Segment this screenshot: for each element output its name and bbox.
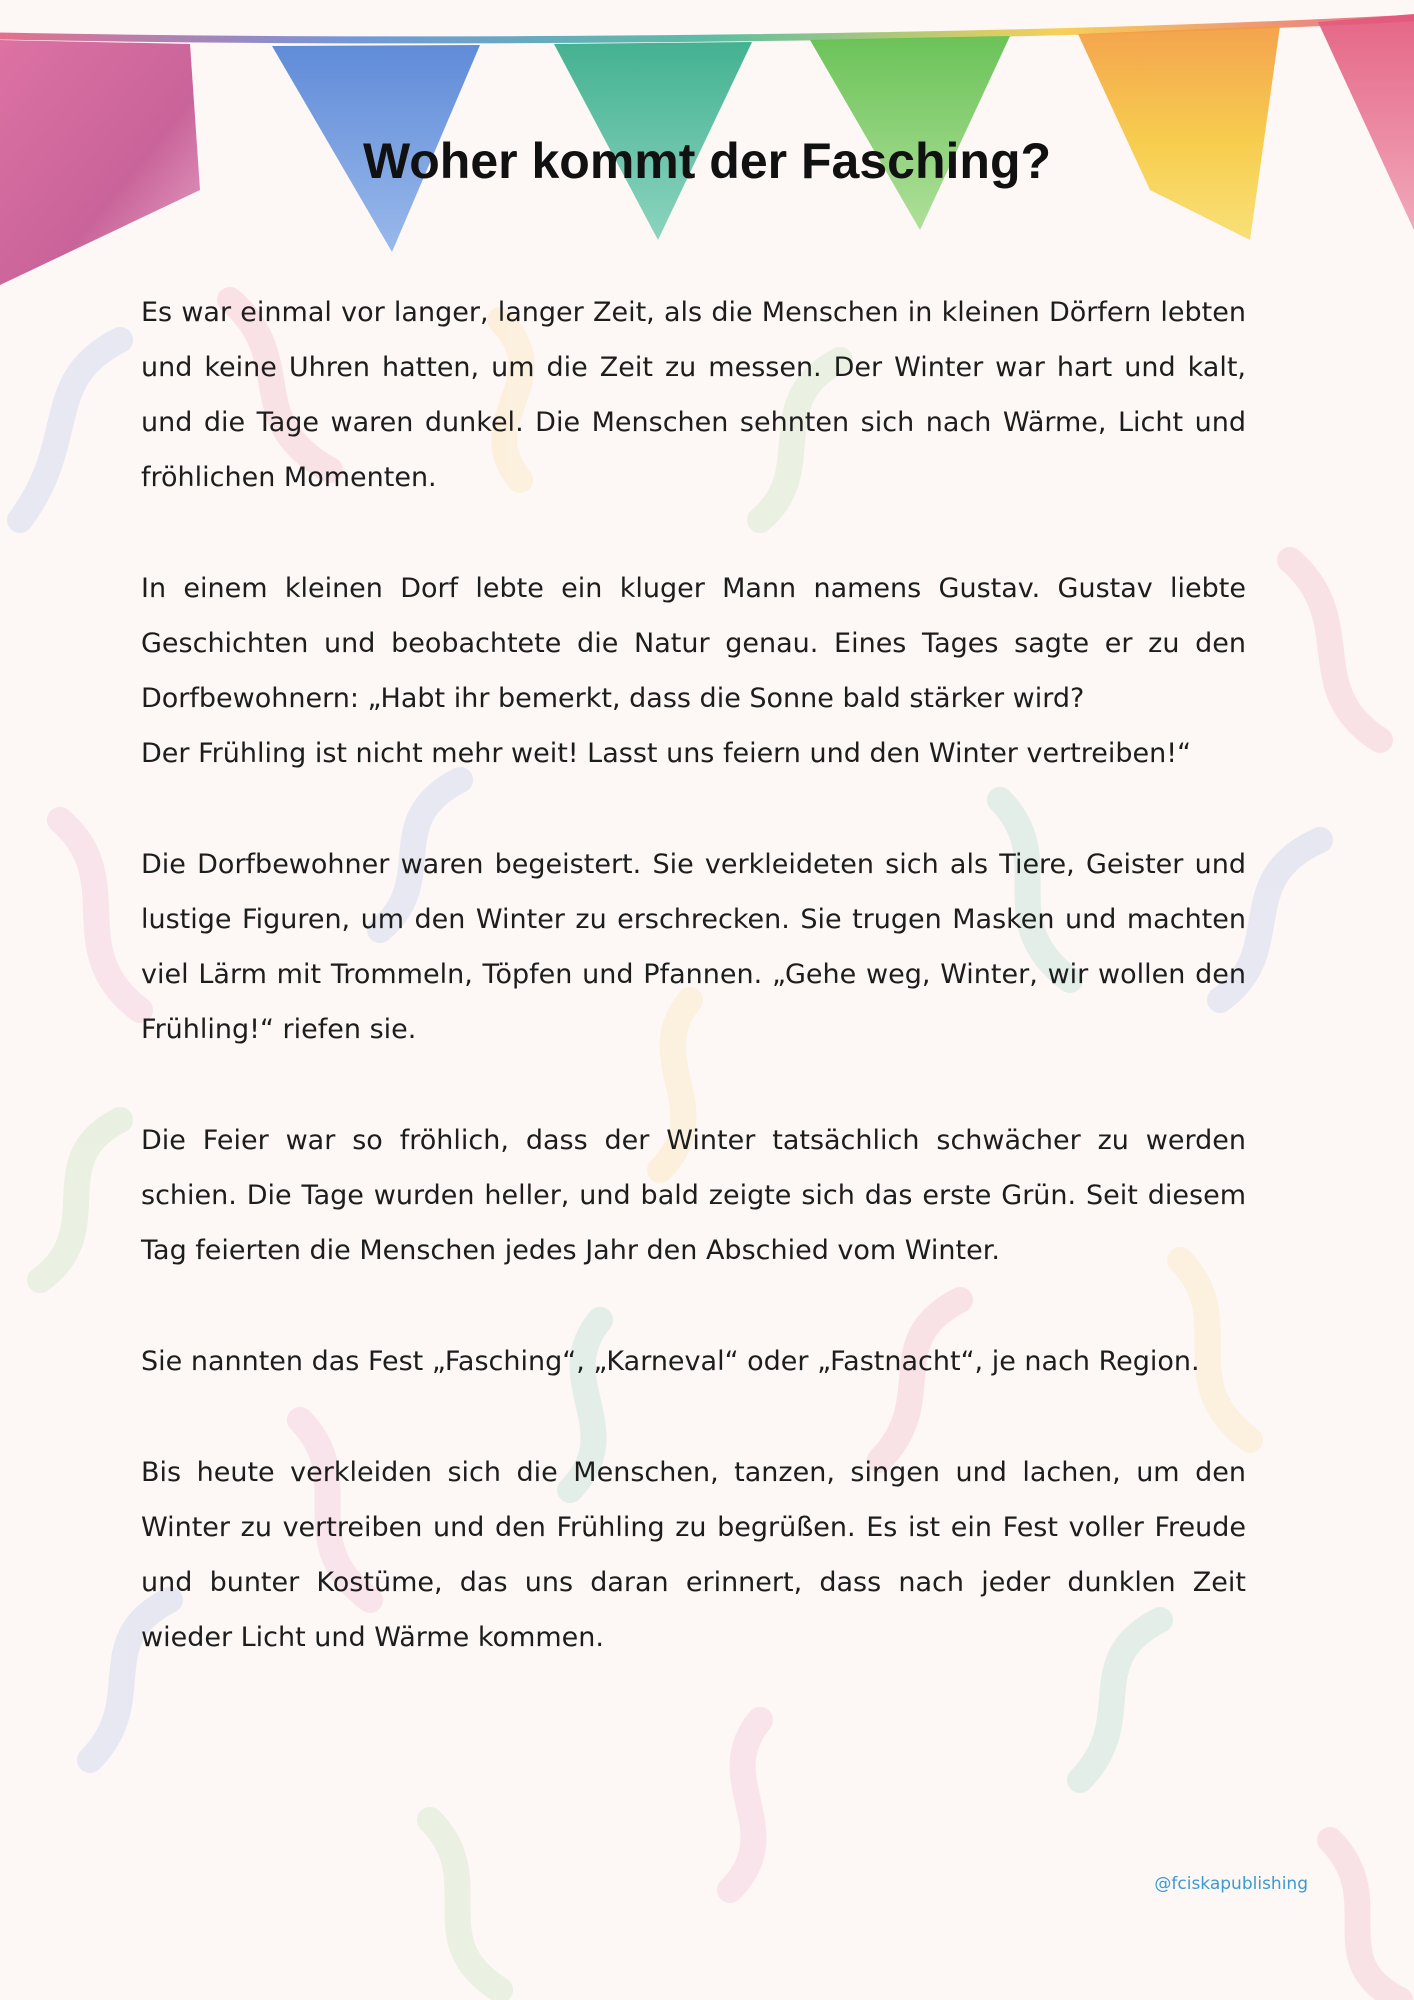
publisher-credit: @fciskapublishing: [1154, 1874, 1308, 1894]
bunting-flag-red: [1318, 14, 1414, 230]
paragraph-5: Sie nannten das Fest „Fasching“, „Karneval“ oder „Fastnacht“, je nach Region.: [141, 1346, 1200, 1377]
streamer-decoration: [430, 1820, 500, 1990]
paragraph-2: [141, 561, 1246, 781]
paragraph-2-part-2: Der Frühling ist nicht mehr weit! Lasst uns feiern und den Winter vertreiben!“: [141, 738, 1192, 769]
streamer-decoration: [1330, 1840, 1400, 2000]
paragraph-1: Es war einmal vor langer, langer Zeit, als die Menschen in kleinen Dörfern lebten und keine Uhren hatten, um die Zeit zu messen. Der Winter war hart und kalt, und die Tage waren dunkel. Die Menschen sehnten sich nach Wärme, Licht und fröhlichen Momenten.: [141, 297, 1246, 493]
streamer-decoration: [40, 1120, 120, 1280]
paragraph-3: Die Dorfbewohner waren begeistert. Sie verkleideten sich als Tiere, Geister und lustige Figuren, um den Winter zu erschrecken. Sie trugen Masken und machten viel Lärm mit Trommeln, Töpfen und Pfannen. „Gehe weg, Winter, wir wollen den Frühling!“ riefen sie.: [141, 849, 1246, 1045]
streamer-decoration: [20, 340, 120, 520]
page-title: Woher kommt der Fasching?: [362, 133, 1052, 189]
paragraph-4: Die Feier war so fröhlich, dass der Winter tatsächlich schwächer zu werden schien. Die Tage wurden heller, und bald zeigte sich das erste Grün. Seit diesem Tag feierten die Menschen jedes Jahr den Abschied vom Winter.: [141, 1125, 1246, 1266]
streamer-decoration: [730, 1720, 760, 1890]
paragraph-2-part-1: In einem kleinen Dorf lebte ein kluger Mann namens Gustav. Gustav liebte Geschichten und beobachtete die Natur genau. Eines Tages sagte er zu den Dorfbewohnern: „Habt ihr bemerkt, dass die Sonne bald stärker wird?: [141, 573, 1246, 714]
paragraph-6: Bis heute verkleiden sich die Menschen, tanzen, singen und lachen, um den Winter zu vertreiben und den Frühling zu begrüßen. Es ist ein Fest voller Freude und bunter Kostüme, das uns daran erinnert, dass nach jeder dunklen Zeit wieder Licht und Wärme kommen.: [141, 1457, 1246, 1653]
streamer-decoration: [60, 820, 140, 1010]
streamer-decoration: [1290, 560, 1380, 740]
story-text: [141, 285, 1246, 1721]
